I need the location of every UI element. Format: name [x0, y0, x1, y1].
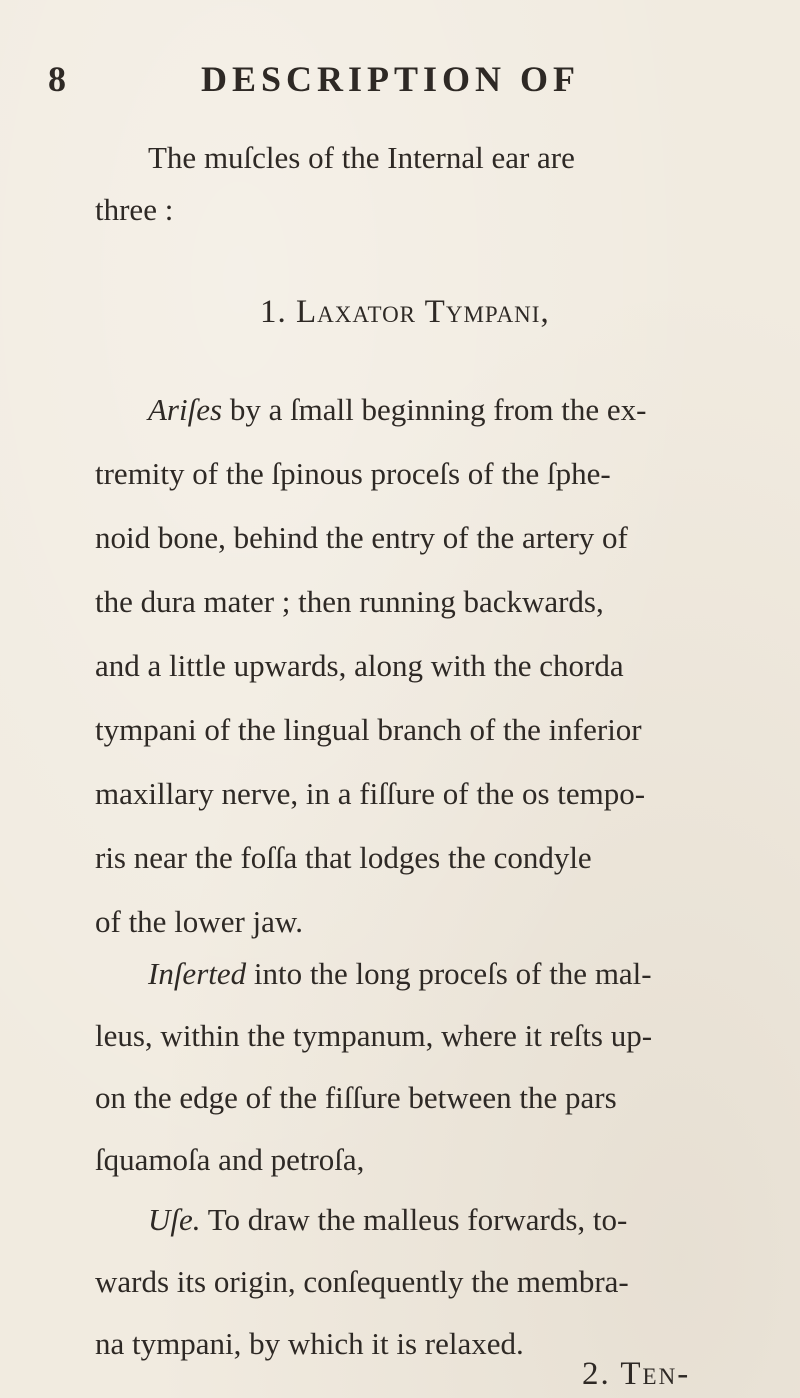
origin-line-9: of the lower jaw.	[95, 904, 304, 939]
insertion-line-4: ſquamoſa and petroſa,	[95, 1142, 365, 1177]
catchword: 2. Ten-	[582, 1356, 691, 1392]
insertion-label: Inſerted	[148, 956, 247, 991]
use-label: Uſe.	[148, 1202, 201, 1237]
origin-line-8: ris near the foſſa that lodges the condyle	[95, 840, 592, 875]
origin-line-1-text: by a ſmall beginning from the ex-	[229, 392, 647, 427]
origin-line-7: maxillary nerve, in a fiſſure of the os tempo-	[95, 776, 646, 811]
use-line-1	[148, 1204, 627, 1235]
origin-line-6: tympani of the lingual branch of the inferior	[95, 712, 642, 747]
origin-line-4: the dura mater ; then running backwards,	[95, 584, 604, 619]
intro-line-2: three :	[95, 192, 174, 227]
use-line-1-text: To draw the malleus forwards, to-	[207, 1202, 628, 1237]
origin-line-5: and a little upwards, along with the chorda	[95, 648, 624, 683]
page-number: 8	[48, 59, 66, 99]
running-title: DESCRIPTION OF	[201, 59, 581, 99]
insertion-line-1-text: into the long proceſs of the mal-	[253, 956, 652, 991]
use-line-2: wards its origin, conſequently the membra-	[95, 1264, 629, 1299]
section-heading-laxator-tympani: 1. Laxator Tympani,	[260, 294, 550, 330]
insertion-line-1	[148, 958, 652, 989]
origin-line-2: tremity of the ſpinous proceſs of the ſphe-	[95, 456, 611, 491]
use-line-3: na tympani, by which it is relaxed.	[95, 1326, 524, 1361]
origin-line-1	[148, 394, 646, 425]
origin-label: Ariſes	[148, 392, 223, 427]
insertion-line-2: leus, within the tympanum, where it reſts up-	[95, 1018, 653, 1053]
insertion-line-3: on the edge of the fiſſure between the pars	[95, 1080, 617, 1115]
intro-line-1: The muſcles of the Internal ear are	[148, 140, 575, 175]
origin-line-3: noid bone, behind the entry of the artery of	[95, 520, 628, 555]
